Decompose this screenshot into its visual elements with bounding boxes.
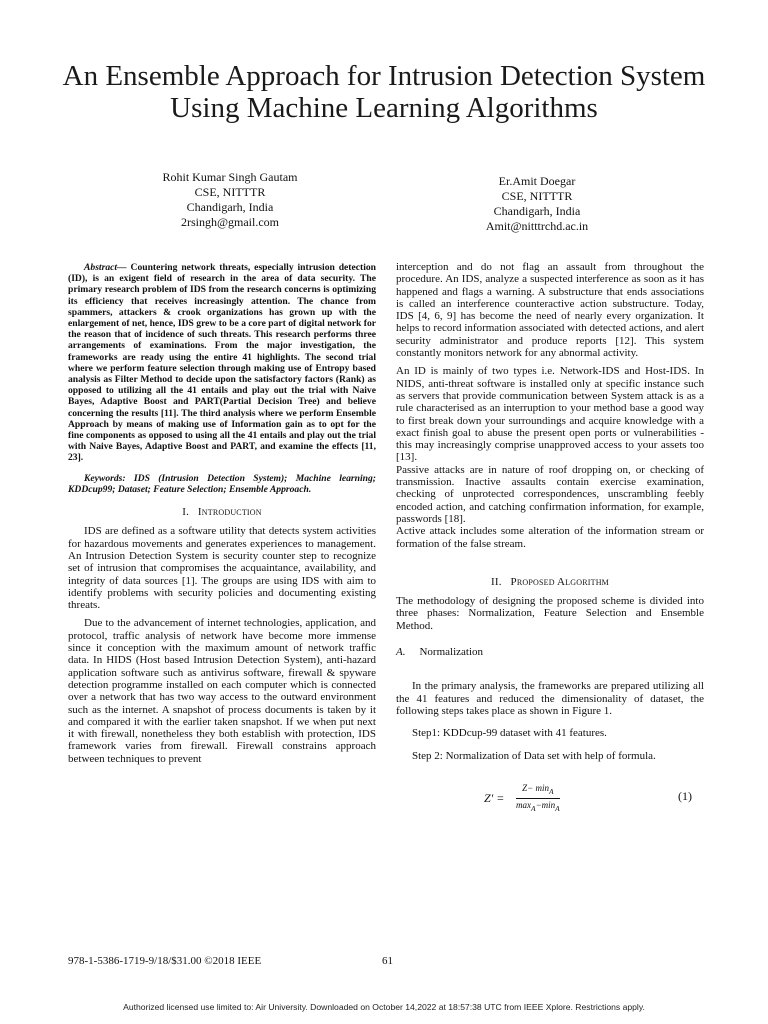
license-notice: Authorized licensed use limited to: Air University. Downloaded on October 14,2022 at 18:57:38 UTC from IEEE Xplore. Restrictions apply. (123, 1002, 645, 1012)
body-paragraph: Passive attacks are in nature of roof dropping on, or checking of transmission. Inactive assaults contain exercise examination, checking of unprotected correspondences, unscrambling feebly encoded action, and catching confirmation information, for example, passwords [18]. (396, 463, 704, 525)
paper-title: An Ensemble Approach for Intrusion Detection System Using Machine Learning Algorithms (62, 60, 706, 124)
body-paragraph: Active attack includes some alteration of the information stream or formation of the false stream. (396, 525, 704, 550)
body-paragraph: An ID is mainly of two types i.e. Network-IDS and Host-IDS. In NIDS, anti-threat software is installed only at specific instance such as servers that provide communication between System attack is as a rule characterised as an interruption to your method base a good way to first break down your surroundings and acquire knowledge with a exact finish goal to abuse the present open ports or vulnerabilities - this may increasingly comprise unapproved access to your assets too [13]. (396, 365, 704, 464)
equation-1 (396, 780, 704, 820)
denominator-text: −min (535, 799, 556, 810)
equation-lhs: Z′ = (484, 790, 505, 805)
numerator-text: Z− min (522, 782, 549, 793)
author-email: Amit@nitttrchd.ac.in (485, 219, 589, 233)
equation-fraction (516, 782, 560, 815)
author-city: Chandigarh, India (493, 204, 581, 218)
denominator-subscript: A (531, 803, 536, 813)
equation-denominator (516, 799, 560, 815)
author-name: Er.Amit Doegar (498, 174, 576, 188)
keywords: Keywords: IDS (Intrusion Detection System); Machine learning; KDDcup99; Dataset; Feature Selection; Ensemble Approach. (68, 472, 376, 495)
equation-number: (1) (678, 788, 692, 803)
denominator-text: max (516, 799, 531, 810)
subsection-heading-normalization (396, 646, 704, 658)
body-paragraph: The methodology of designing the proposed scheme is divided into three phases: Normalization, Feature Selection and Ensemble Method. (396, 595, 704, 632)
step-1: Step1: KDDcup-99 dataset with 41 features. (412, 727, 607, 740)
isbn-copyright: 978-1-5386-1719-9/18/$31.00 ©2018 IEEE (68, 955, 262, 967)
numerator-subscript: A (549, 786, 554, 796)
author-dept: CSE, NITTTR (194, 185, 266, 199)
intro-paragraph-2: Due to the advancement of internet technologies, application, and protocol, traffic analysis of network have become more immense since it conception with the maximum amount of network traffic data. In HIDS (Host based Intrusion Detection System), anti-hazard application software such as antivirus software, firewall & spyware detection programme installed on each computer which is connected over a network that has two way access to the outward environment such as the internet. A snapshot of process documents is taken by it and compared it with the earlier taken snapshot. If we when put next it with firewall, nonetheless they both establish with protection, IDS framework varies from firewall. Firewall constrains approach between techniques to prevent (68, 617, 376, 765)
page-number: 61 (382, 955, 393, 967)
body-paragraph: In the primary analysis, the frameworks are prepared utilizing all the 41 features and reduced the dimensionality of dataset, the following steps takes place as shown in Figure 1. (396, 680, 704, 717)
author-block-1 (130, 170, 330, 230)
step-2: Step 2: Normalization of Data set with help of formula. (412, 749, 656, 762)
subsection-letter: A. (396, 646, 406, 659)
abstract-text: Countering network threats, especially intrusion detection (ID), is an exigent field of research in the area of data security. The primary research problem of IDS from the research concerns is optimizing its efficiency that receives increasingly attention. The chance from spammers, attackers & crook organizations has grown up with the enlargement of net, hence, IDS grew to be a core part of digital network for the reason that of incidence of such threats. This research performs three arrangements of examinations. From the major investigation, the frameworks are ready using the entire 41 highlights. The second trial where we perform feature selection through making use of Entropy based analysis as Filter Method to decide upon the satisfactory factors (Rank) as opposed to utilizing all the 41 entails and play out the trial with Naive Bayes, Adaptive Boost and PART(Partial Decision Tree) and believe concerning the results [11]. The third analysis where we perform Ensemble Approach by means of making use of Information gain as to opt for the fine components as opposed to using all the 41 entails and play out the trial with Naive Bayes, Adaptive Boost and PART, and examine the effects [11, 23]. (68, 262, 376, 464)
author-name: Rohit Kumar Singh Gautam (162, 170, 298, 184)
section-heading-introduction: I. Introduction (182, 506, 262, 519)
right-column (396, 261, 704, 820)
intro-paragraph-1: IDS are defined as a software utility that detects system activities for hazardous movements and generates experiences to management. An Intrusion Detection System is security counter step to recognize set of intrusion that compromises the acquaintance, availability, and integrity of data sources [1]. The groups are using IDS with aim to identify problems with security policies and documenting existing threats. (68, 525, 376, 612)
denominator-subscript: A (555, 803, 560, 813)
equation-numerator (516, 782, 560, 799)
abstract-lead: Abstract— (84, 262, 127, 273)
section-heading-proposed-algorithm: II. Proposed Algorithm (490, 575, 609, 588)
author-dept: CSE, NITTTR (501, 189, 573, 203)
author-block-2 (437, 174, 637, 234)
author-city: Chandigarh, India (186, 200, 274, 214)
author-email: 2rsingh@gmail.com (180, 215, 280, 229)
subsection-title: Normalization (419, 646, 484, 659)
left-column (68, 262, 376, 765)
abstract (68, 262, 376, 464)
body-paragraph: interception and do not flag an assault from throughout the procedure. An IDS, analyze a suspected interference as soon as it has happened and flags a warning. A substructure that ends associations is called an interference counteractive action substructure. Today, IDS [4, 6, 9] has become the need of nearly every organization. It helps to record information associated with detected actions, and alert security administrator and produce reports [12]. This system constantly monitors network for any abnormal activity. (396, 261, 704, 360)
